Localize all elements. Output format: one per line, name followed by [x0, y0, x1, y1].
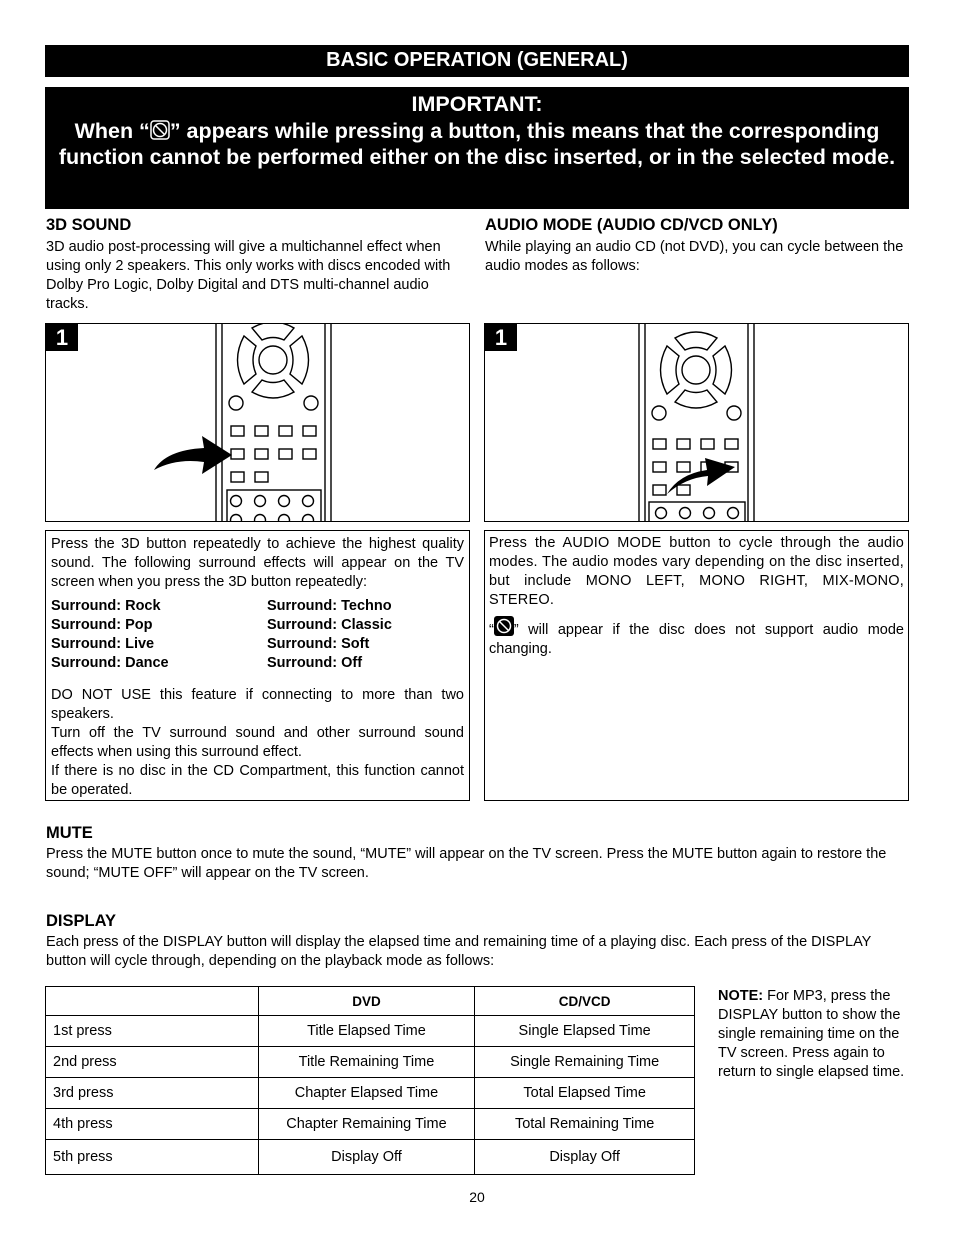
surround-effect: Surround: Dance: [51, 655, 169, 671]
display-text: Each press of the DISPLAY button will display the elapsed time and remaining time of a playing disc. Each press of the DISPLAY button will cycle through, depending on the playback mode as follows:: [46, 934, 872, 969]
section-title: BASIC OPERATION (GENERAL): [45, 45, 909, 77]
no-operation-icon: [494, 616, 514, 636]
sound3d-instructions-box: [45, 530, 470, 801]
table-cell: 3rd press: [46, 1078, 259, 1109]
sound3d-heading: 3D SOUND: [46, 216, 132, 234]
table-cell: Display Off: [475, 1140, 695, 1175]
surround-effects-list: [51, 597, 464, 673]
table-row: [46, 1047, 695, 1078]
table-header-cell: [46, 987, 259, 1016]
note-text: For MP3, press the DISPLAY button to show the single remaining time on the TV screen. Press again to return to single elapsed time.: [718, 988, 905, 1080]
important-label: IMPORTANT:: [411, 92, 543, 116]
table-cell: Single Elapsed Time: [475, 1016, 695, 1047]
no-operation-icon: [150, 120, 170, 140]
table-cell: Chapter Remaining Time: [258, 1109, 475, 1140]
audio-mode-instructions: Press the AUDIO MODE button to cycle through the audio modes. The audio modes vary depending on the disc inserted, but include MONO LEFT, MONO RIGHT, MIX-MONO, STEREO.: [489, 535, 904, 608]
audio-mode-intro: While playing an audio CD (not DVD), you can cycle between the audio modes as follows:: [485, 239, 904, 274]
surround-effect: Surround: Off: [267, 655, 363, 671]
mute-text: Press the MUTE button once to mute the sound, “MUTE” will appear on the TV screen. Press the MUTE button again to restore the sound; “MUTE OFF” will appear on the TV screen.: [46, 846, 887, 881]
table-cell: 4th press: [46, 1109, 259, 1140]
surround-effect: Surround: Rock: [51, 598, 161, 614]
table-row: [46, 1016, 695, 1047]
table-cell: 5th press: [46, 1140, 259, 1175]
table-cell: Chapter Elapsed Time: [258, 1078, 475, 1109]
remote-illustration-3d: [45, 323, 470, 522]
table-cell: Total Elapsed Time: [475, 1078, 695, 1109]
table-cell: Title Remaining Time: [258, 1047, 475, 1078]
note-label: NOTE:: [718, 988, 764, 1004]
page-number: 20: [469, 1189, 485, 1205]
surround-effect: Surround: Pop: [51, 617, 153, 633]
sound3d-instructions: Press the 3D button repeatedly to achieve the highest quality sound. The following surround effects will appear on the TV screen when you press the 3D button repeatedly:: [51, 536, 464, 590]
important-notice: [45, 87, 909, 209]
sound3d-note-no-disc: If there is no disc in the CD Compartment, this function cannot be operated.: [51, 763, 464, 798]
remote-control-icon: [485, 324, 909, 522]
table-header-row: [46, 987, 695, 1016]
sound3d-intro: 3D audio post-processing will give a multichannel effect when using only 2 speakers. This only works with discs encoded with Dolby Pro Logic, Dolby Digital and DTS multi-channel audio tracks.: [46, 239, 451, 312]
table-cell: Title Elapsed Time: [258, 1016, 475, 1047]
audio-mode-heading: AUDIO MODE (AUDIO CD/VCD ONLY): [485, 216, 778, 234]
mute-heading: MUTE: [46, 824, 93, 842]
remote-control-icon: [46, 324, 470, 522]
step-number: 1: [46, 324, 78, 351]
sound3d-note-surround: Turn off the TV surround sound and other surround sound effects when using this surround effect.: [51, 725, 464, 760]
surround-effect: Surround: Techno: [267, 598, 392, 614]
table-row: [46, 1078, 695, 1109]
surround-effect: Surround: Live: [51, 636, 155, 652]
table-cell: 1st press: [46, 1016, 259, 1047]
table-cell: Single Remaining Time: [475, 1047, 695, 1078]
table-row: [46, 1140, 695, 1175]
display-table: [45, 986, 695, 1175]
table-row: [46, 1109, 695, 1140]
step-number: 1: [485, 324, 517, 351]
sound3d-warning: DO NOT USE this feature if connecting to more than two speakers.: [51, 687, 464, 722]
table-cell: Total Remaining Time: [475, 1109, 695, 1140]
table-header-cell: CD/VCD: [475, 987, 695, 1016]
remote-illustration-audio-mode: [484, 323, 909, 522]
table-header-cell: DVD: [258, 987, 475, 1016]
surround-effect: Surround: Classic: [267, 617, 392, 633]
audio-mode-instructions-box: [484, 530, 909, 801]
table-cell: 2nd press: [46, 1047, 259, 1078]
mp3-note: [718, 987, 910, 1082]
surround-effect: Surround: Soft: [267, 636, 370, 652]
audio-mode-note: “ ” will appear if the disc does not support audio mode changing.: [489, 616, 904, 659]
important-text: When “ ” appears while pressing a button, this means that the corresponding function cannot be performed either on the disc inserted, or in the selected mode.: [58, 118, 896, 169]
table-cell: Display Off: [258, 1140, 475, 1175]
display-heading: DISPLAY: [46, 912, 116, 930]
